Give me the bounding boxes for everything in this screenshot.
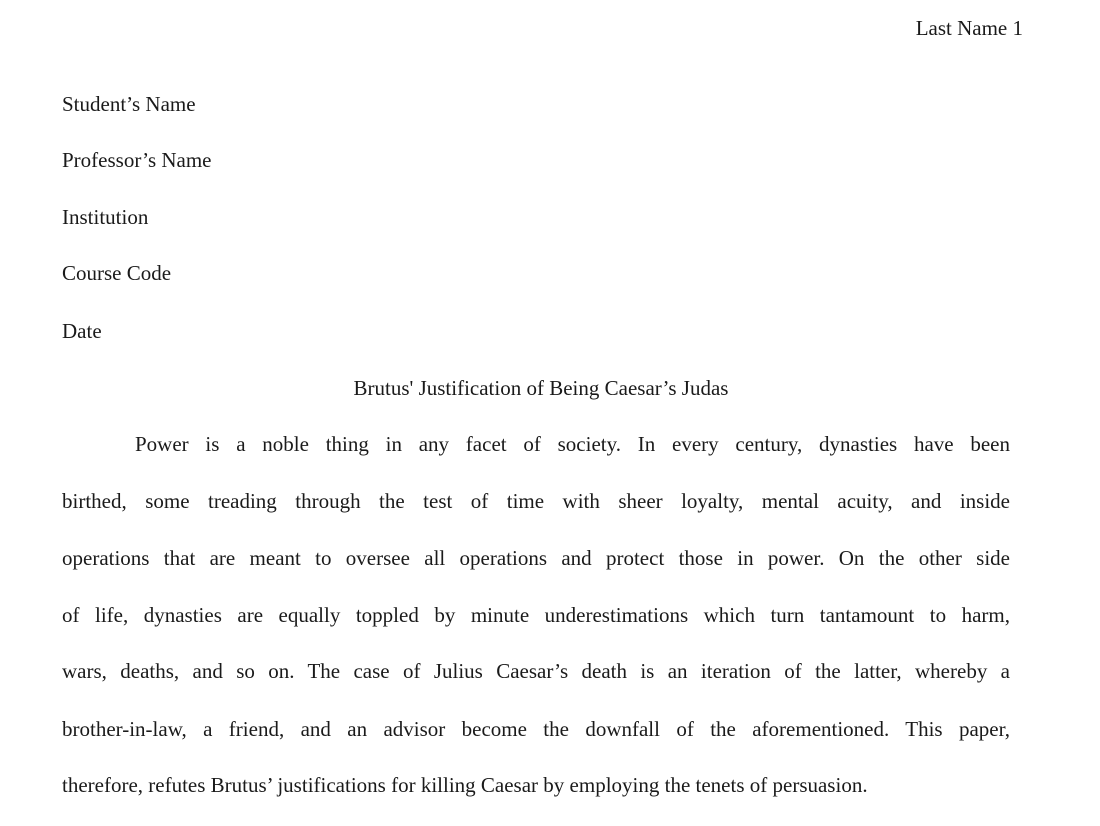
institution: Institution: [62, 205, 149, 229]
course-code: Course Code: [62, 261, 172, 285]
essay-title: Brutus' Justification of Being Caesar’s Judas: [353, 376, 729, 400]
body-line: wars, deaths, and so on. The case of Julius Caesar’s death is an iteration of the latter, whereby a: [62, 659, 1010, 683]
body-line: operations that are meant to oversee all operations and protect those in power. On the other side: [62, 546, 1010, 570]
running-head: Last Name 1: [915, 16, 1023, 40]
student-name: Student’s Name: [62, 92, 196, 116]
professor-name: Professor’s Name: [62, 148, 212, 172]
body-line: birthed, some treading through the test of time with sheer loyalty, mental acuity, and inside: [62, 489, 1010, 513]
date: Date: [62, 319, 102, 343]
body-line: Power is a noble thing in any facet of society. In every century, dynasties have been: [135, 432, 1010, 456]
body-line: of life, dynasties are equally toppled by minute underestimations which turn tantamount to harm,: [62, 603, 1010, 627]
body-line: therefore, refutes Brutus’ justifications for killing Caesar by employing the tenets of persuasion.: [62, 773, 868, 797]
body-line: brother-in-law, a friend, and an advisor become the downfall of the aforementioned. This paper,: [62, 717, 1010, 741]
